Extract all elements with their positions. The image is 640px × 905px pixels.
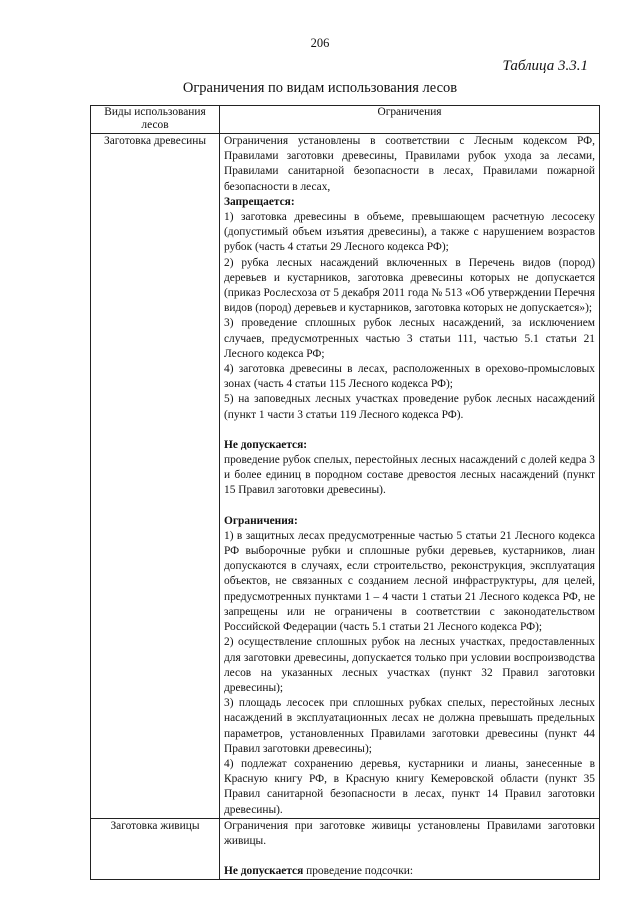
list-item: 1) в защитных лесах предусмотренные частью 5 статьи 21 Лесного кодекса РФ выборочные рубки и сплошные рубки деревьев, кустарников, лиан допускаются в случаях, если строительство, реконструкция, эксплуатация объектов, не связанных с созданием лесной инфраструктуры, для целей, предусмотренных пунктами 1 – 4 части 1 статьи 21 Лесного кодекса РФ, не запрещены или не ограничены в соответствии с законодательством Российской Федерации (часть 5.1 статьи 21 Лесного кодекса РФ); [224, 529, 595, 634]
table-row [91, 818, 600, 880]
table-header-row [91, 106, 600, 134]
not-allowed-text: проведение подсочки: [306, 865, 414, 878]
list-item: 5) на заповедных лесных участках проведение рубок лесных насаждений (пункт 1 части 3 статьи 119 Лесного кодекса РФ). [224, 393, 595, 421]
page-title: Ограничения по видам использования лесов [182, 80, 458, 96]
prohibited-heading: Запрещается: [224, 195, 295, 208]
header-restrictions: Ограничения [220, 106, 600, 134]
not-allowed-text: проведение рубок спелых, перестойных лесных насаждений с долей кедра 3 и более единиц в породном составе древостоя лесных насаждений (пункт 15 Правил заготовки древесины). [224, 454, 595, 497]
restrictions-cell [220, 134, 600, 819]
table-label: Таблица 3.3.1 [502, 58, 588, 74]
table-row [91, 134, 600, 819]
restrictions-heading: Ограничения: [224, 514, 298, 527]
not-allowed-heading: Не допускается: [224, 438, 308, 451]
restrictions-table [90, 105, 600, 880]
restrictions-cell [220, 818, 600, 880]
list-item: 1) заготовка древесины в объеме, превышающем расчетную лесосеку (допустимый объем изъятия древесины), а также с нарушением возрастов рубок (часть 4 статьи 29 Лесного кодекса РФ); [224, 211, 595, 254]
list-item: 2) рубка лесных насаждений включенных в Перечень видов (пород) деревьев и кустарников, заготовка древесины которых не допускается (приказ Рослесхоза от 5 декабря 2011 года № 513 «Об утверждении Перечня видов (пород) деревьев и кустарников, заготовка которых не допускается»); [224, 256, 595, 315]
list-item: 3) проведение сплошных рубок лесных насаждений, за исключением случаев, предусмотренных частью 3 статьи 111, частью 5.1 статьи 21 Лесного кодекса РФ; [224, 317, 595, 360]
list-item: 4) заготовка древесины в лесах, расположенных в орехово-промысловых зонах (часть 4 статьи 115 Лесного кодекса РФ); [224, 363, 595, 391]
list-item: 4) подлежат сохранению деревья, кустарники и лианы, занесенные в Красную книгу РФ, в Красную книгу Кемеровской области (пункт 35 Правил санитарной безопасности в лесах, пункт 14 Правил заготовки древесины). [224, 757, 595, 816]
intro-text: Ограничения при заготовке живицы установлены Правилами заготовки живицы. [224, 819, 595, 847]
header-use-types: Виды использования лесов [91, 106, 220, 134]
use-type-cell: Заготовка живицы [91, 818, 220, 880]
use-type-cell: Заготовка древесины [91, 134, 220, 819]
page-number: 206 [310, 36, 330, 50]
list-item: 2) осуществление сплошных рубок на лесных участках, предоставленных для заготовки древесины, допускается только при условии воспроизводства лесов на указанных лесных участках (пункт 32 Правил заготовки древесины); [224, 636, 595, 694]
not-allowed-heading: Не допускается [224, 865, 304, 878]
intro-text: Ограничения установлены в соответствии с Лесным кодексом РФ, Правилами заготовки древесины, Правилами рубок ухода за лесами, Правилами санитарной безопасности в лесах, Правилами пожарной безопасности в лесах, [224, 135, 595, 193]
list-item: 3) площадь лесосек при сплошных рубках спелых, перестойных лесных насаждений в эксплуатационных лесах не должна превышать предельных параметров, установленных Правилами заготовки древесины (пункт 44 Правил заготовки древесины); [224, 697, 595, 755]
